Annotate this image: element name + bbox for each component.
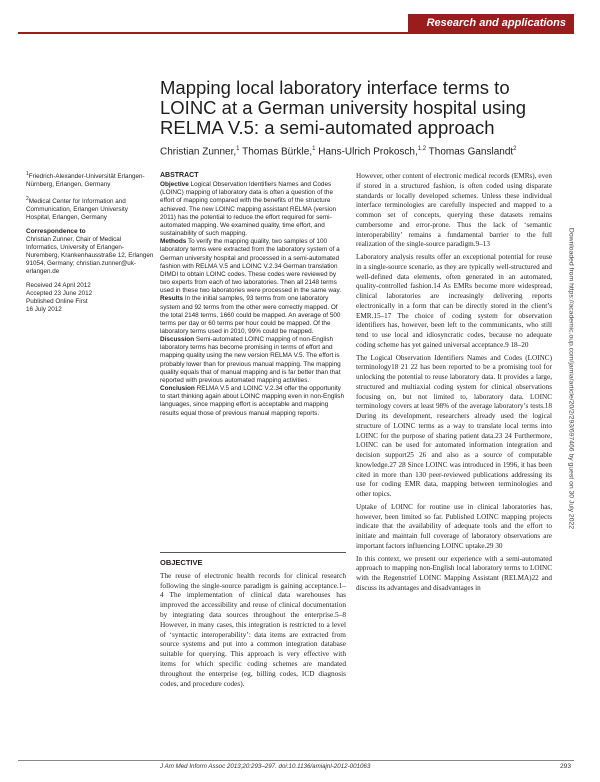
footer-citation: J Am Med Inform Assoc 2013;20:293–297. doi:10.1136/amiajnl-2012-001063 xyxy=(160,763,371,770)
abstract-results: Results In the initial samples, 93 terms from one laboratory system and 92 terms from the other were correctly mapped. Of the total 2148 terms, 1660 could be mapped. An average of 500 terms per day or 60 terms per hour could be mapped. Of the laboratory terms used in 2010, 99% could be mapped. xyxy=(160,295,341,335)
objective-paragraph: The reuse of electronic health records for clinical research following the single-source paradigm is gaining acceptance.1–4 The implementation of clinical data warehouses has improved the accessibility and reuse of clinical documentation by integrating data sources throughout the enterprise.5–8 However, in many cases, this integration is restricted to a level of ‘syntactic interoperability’: data items are extracted from source systems and put into a common integration database suitable for querying. This approach is very effective with items for which specific coding schemes are mandated throughout the enterprise (eg, billing codes, ICD diagnosis codes, and procedure codes). xyxy=(160,570,346,688)
article-title: Mapping local laboratory interface terms to LOINC at a German university hospital using RELMA V.5: a semi-automated approach xyxy=(160,77,527,138)
date-published: 16 July 2012 xyxy=(26,306,62,314)
header-rule xyxy=(18,32,574,34)
author-2-affil: 1 xyxy=(312,146,316,152)
date-accepted: Accepted 23 June 2012 xyxy=(26,290,93,298)
page-number: 293 xyxy=(560,763,572,770)
date-published-label: Published Online First xyxy=(26,298,88,306)
author-1-affil: 1 xyxy=(236,146,240,152)
objective-heading: OBJECTIVE xyxy=(160,558,203,567)
affiliation-2: $^2$Medical Center for Information and Communication, Erlangen University Hospital, Erlangen, Germany xyxy=(26,196,128,222)
body-paragraph: Laboratory analysis results offer an exceptional potential for reuse in a single-source scenario, as they are typically well-structured and well-defined data elements, often generated in an automated, quality-controlled fashion.14 As EMRs become more widespread, clinical laboratories are increasingly delivering reports electronically in a form that can be directly stored in the client’s EMR.15–17 The choice of coding system for observation identifiers has, however, been left to the communicants, who still tend to use local and idiosyncratic codes, because no adequate coding scheme has yet gained universal acceptance.9 18–20 xyxy=(356,253,552,349)
correspondence-text[interactable]: Christian Zunner, Chair of Medical Informatics, University of Erlangen-Nuremberg, Krankenhausstraße 12, Erlangen 91054, Germany; christian.zunner@uk-erlangen.de xyxy=(26,236,154,276)
author-list xyxy=(160,146,580,157)
abstract-conclusion: Conclusion RELMA V.5 and LOINC V.2.34 offer the opportunity to start thinking again about LOINC mapping even in non-English languages, since mapping effort is acceptable and mapping results equal those of previous manual mapping reports. xyxy=(160,385,345,417)
body-paragraph: However, other content of electronic medical records (EMRs), even if stored in a structured fashion, is often coded using disparate standards or locally developed schemes. Unless these individual interface terminologies are carefully inspected and mapped to a common set of concepts, querying these datasets remains cumbersome and error-prone. Thus the lack of ‘semantic interoperability’ remains a fundamental barrier to the full realization of the single-source paradigm.9–13 xyxy=(356,172,552,249)
section-divider xyxy=(160,552,346,553)
author-4-affil: 2 xyxy=(513,146,517,152)
author-2[interactable]: Thomas Bürkle, xyxy=(239,146,313,158)
author-1[interactable]: Christian Zunner, xyxy=(160,146,237,158)
objective-section xyxy=(160,558,346,692)
abstract-methods: Methods To verify the mapping quality, two samples of 100 laboratory terms were extracted from the laboratory system of a German university hospital and processed in a semi-automated fashion with RELMA V.5 and LOINC V.2.34 German translation DIMDI to obtain LOINC codes. These codes were reviewed by two experts from each of two laboratories. Then all 2148 terms used in these two laboratories were processed in the same way. xyxy=(160,238,342,295)
body-paragraph: In this context, we present our experience with a semi-automated approach to mapping non-English local laboratory terms to LOINC with the Regenstrief LOINC Mapping Assistant (RELMA)22 and discuss its advantages and disadvantages in xyxy=(356,554,552,592)
author-4[interactable]: Thomas Ganslandt xyxy=(426,146,514,158)
article-meta-column xyxy=(26,170,154,314)
body-column-right xyxy=(356,172,552,597)
body-paragraph: The Logical Observation Identifiers Names and Codes (LOINC) terminology18 21 22 has been reported to be a promising tool for unlocking the potential to reuse laboratory data. It provides a large, structured and multiaxial coding system for clinical observations focusing on, but not limited to, laboratory data. LOINC terminology covers at least 98% of the average laboratory’s tests.18 During its development, researchers already used the logical structure of LOINC terms as a way to translate local terms into LOINC for the purpose of sharing patient data.23 24 Furthermore, LOINC can be used for automated information integration and decision support25 26 and also as a source of computable knowledge.27 28 Since LOINC was introduced in 1996, it has been cited in more than 130 peer-reviewed publications addressing its use for coding EMR data, mapping between terminologies and other topics. xyxy=(356,353,552,498)
section-banner: Research and applications xyxy=(408,14,574,32)
abstract-objective: Objective Logical Observation Identifiers Names and Codes (LOINC) mapping of laboratory data is often a question of the effort of mapping compared with the benefits of the structure achieved. The new LOINC mapping assistant RELMA (version 2011) has the potential to reduce the effort required for semi-automated mapping. We examined quality, time effort, and sustainability of such mapping. xyxy=(160,181,337,238)
footer-rule xyxy=(18,760,574,761)
author-3[interactable]: Hans-Ulrich Prokosch, xyxy=(315,146,418,158)
abstract xyxy=(160,172,346,418)
abstract-discussion: Discussion Semi-automated LOINC mapping of non-English laboratory terms has become promising in terms of effort and mapping quality using the new version RELMA V.5. The effort is probably lower than for previous manual mapping. The mapping quality equals that of manual mapping and is far better than that reported with previous automated mapping activities. xyxy=(160,336,341,384)
download-watermark-text: Downloaded from https://academic.oup.com/jamia/article/20/2/293/697466 by guest on 30 July 2022 xyxy=(567,227,575,530)
download-watermark xyxy=(566,170,576,590)
date-received: Received 24 April 2012 xyxy=(26,282,91,290)
abstract-heading: ABSTRACT xyxy=(160,172,199,179)
correspondence-heading: Correspondence to xyxy=(26,228,86,236)
body-paragraph: Uptake of LOINC for routine use in clinical laboratories has, however, been limited so far. Published LOINC mapping projects indicate that the availability of adequate tools and the effort to initiate and maintain full coverage of laboratory observations are important factors influencing LOINC uptake.29 30 xyxy=(356,502,552,550)
author-3-affil: 1,2 xyxy=(417,146,427,152)
affiliation-1: $^1$Friedrich-Alexander-Universität Erlangen-Nürnberg, Erlangen, Germany xyxy=(26,171,145,189)
